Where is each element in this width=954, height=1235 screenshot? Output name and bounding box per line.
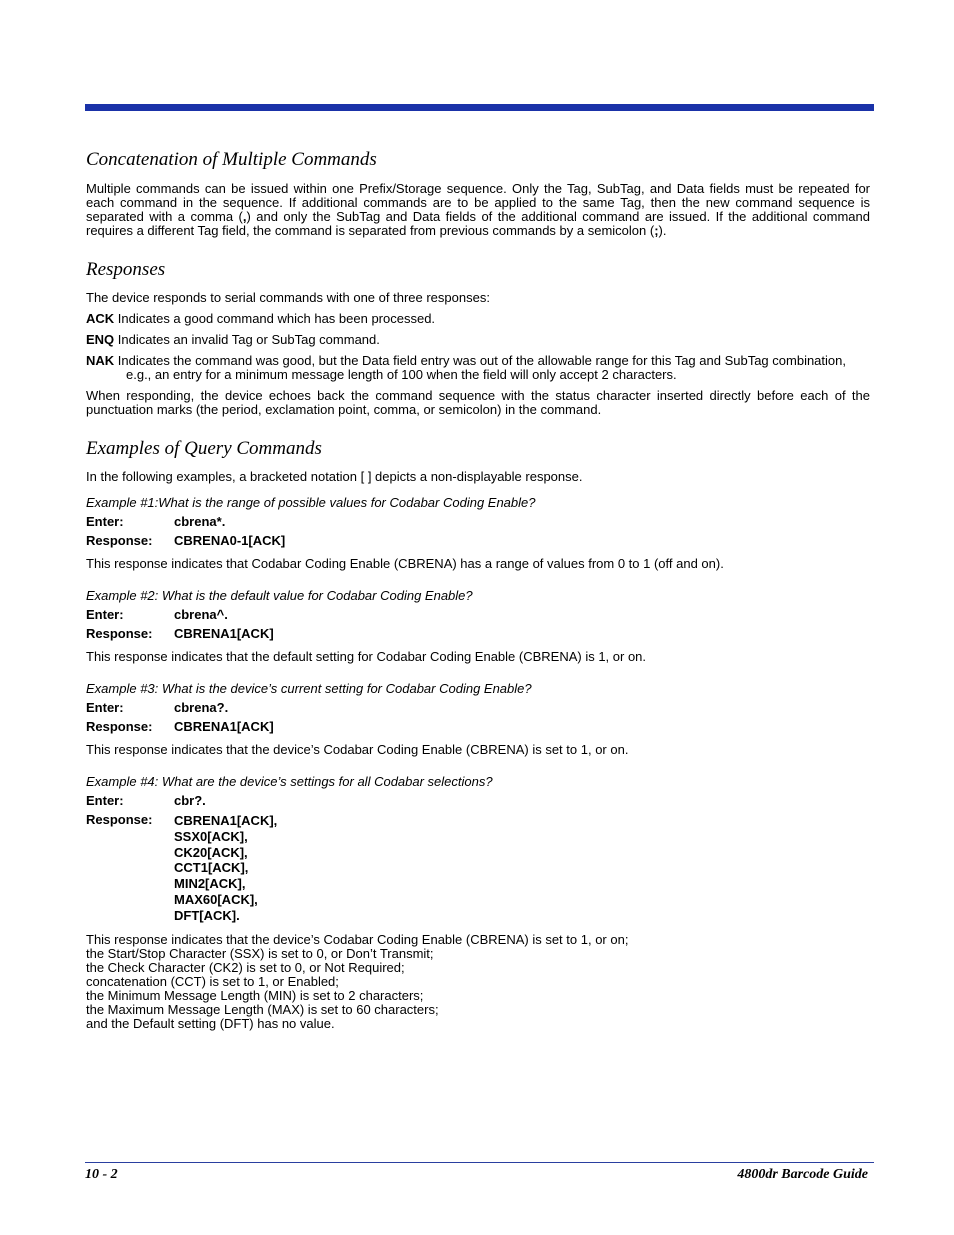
example-4-response-row (86, 813, 870, 924)
example-1-question: Example #1:What is the range of possible values for Codabar Coding Enable? (86, 495, 536, 510)
note-line: and the Default setting (DFT) has no value. (86, 1015, 335, 1031)
concat-text-b: ) and only the SubTag and Data fields of the additional command are issued. If the additional command requires a different Tag field, the command is separated from previous commands by a semicolon ( (86, 209, 870, 238)
example-3-response-row (86, 720, 870, 734)
response-enq (86, 333, 870, 347)
response-line: CCT1[ACK], (174, 860, 249, 876)
example-2-response: CBRENA1[ACK] (174, 626, 274, 641)
response-line: CK20[ACK], (174, 844, 248, 860)
example-3-enter: cbrena?. (174, 700, 229, 715)
example-2-response-row (86, 627, 870, 641)
response-line: MIN2[ACK], (174, 876, 246, 892)
footer-rule (85, 1162, 874, 1163)
response-nak (86, 354, 870, 382)
concat-paragraph (86, 182, 870, 238)
response-label: Response: (86, 812, 153, 827)
example-3-response: CBRENA1[ACK] (174, 719, 274, 734)
example-4-enter: cbr?. (174, 793, 206, 808)
enq-text: Indicates an invalid Tag or SubTag command. (114, 332, 380, 347)
nak-text: Indicates the command was good, but the Data field entry was out of the allowable range for this Tag and SubTag combination, e.g., an entry for a minimum message length of 100 when the field will only accept 2 characters. (114, 353, 846, 382)
enter-label: Enter: (86, 607, 124, 622)
response-label: Response: (86, 533, 153, 548)
document-title: 4800dr Barcode Guide (737, 1167, 868, 1182)
responses-closing: When responding, the device echoes back the command sequence with the status character inserted directly before each of the punctuation marks (the period, exclamation point, comma, or semicolon) in the command. (86, 388, 870, 417)
response-line: CBRENA1[ACK], (174, 813, 278, 828)
example-2-enter-row (86, 608, 870, 622)
example-4-response-list (174, 813, 277, 924)
response-label: Response: (86, 626, 153, 641)
example-3-question: Example #3: What is the device’s current setting for Codabar Coding Enable? (86, 681, 532, 696)
response-line: SSX0[ACK], (174, 828, 248, 844)
ack-text: Indicates a good command which has been processed. (114, 311, 436, 326)
example-3-enter-row (86, 701, 870, 715)
example-1-enter: cbrena*. (174, 514, 226, 529)
enq-term: ENQ (86, 332, 115, 347)
enter-label: Enter: (86, 700, 124, 715)
responses-heading: Responses (86, 259, 166, 280)
comma-symbol: , (242, 209, 247, 224)
semicolon-symbol: ; (654, 223, 659, 238)
page-content (86, 148, 870, 1031)
response-label: Response: (86, 719, 153, 734)
enter-label: Enter: (86, 514, 124, 529)
note-line: concatenation (CCT) is set to 1, or Enabled; (86, 973, 339, 989)
note-line: the Check Character (CK2) is set to 0, or Not Required; (86, 959, 405, 975)
header-rule (85, 104, 874, 111)
example-1-enter-row (86, 515, 870, 529)
example-1-response-row (86, 534, 870, 548)
concat-heading: Concatenation of Multiple Commands (86, 149, 377, 170)
example-1-note: This response indicates that Codabar Coding Enable (CBRENA) has a range of values from 0 to 1 (off and on). (86, 556, 724, 571)
example-1-response: CBRENA0-1[ACK] (174, 533, 286, 548)
example-3-note: This response indicates that the device’s Codabar Coding Enable (CBRENA) is set to 1, or on. (86, 742, 629, 757)
example-4-enter-row (86, 794, 870, 808)
note-line: the Minimum Message Length (MIN) is set to 2 characters; (86, 987, 424, 1003)
ack-term: ACK (86, 311, 115, 326)
response-ack (86, 312, 870, 326)
note-line: the Maximum Message Length (MAX) is set to 60 characters; (86, 1001, 439, 1017)
example-2-note: This response indicates that the default setting for Codabar Coding Enable (CBRENA) is 1, or on. (86, 649, 647, 664)
concat-text-c: ). (658, 223, 667, 238)
enter-label: Enter: (86, 793, 124, 808)
example-4-note (86, 933, 870, 1031)
note-line: This response indicates that the device’s Codabar Coding Enable (CBRENA) is set to 1, or on; (86, 931, 629, 947)
nak-term: NAK (86, 353, 115, 368)
example-2-question: Example #2: What is the default value for Codabar Coding Enable? (86, 588, 473, 603)
examples-intro: In the following examples, a bracketed notation [ ] depicts a non-displayable response. (86, 469, 583, 484)
examples-heading: Examples of Query Commands (86, 438, 322, 459)
responses-intro: The device responds to serial commands with one of three responses: (86, 290, 490, 305)
response-line: MAX60[ACK], (174, 891, 258, 907)
response-line: DFT[ACK]. (174, 907, 240, 923)
page-number: 10 - 2 (85, 1167, 118, 1182)
example-2-enter: cbrena^. (174, 607, 228, 622)
concat-text-a: Multiple commands can be issued within one Prefix/Storage sequence. Only the Tag, SubTag, and Data fields must be repeated for each command in the sequence. If additional commands are to be applied to the same Tag, then the new command sequence is separated with a comma ( (86, 181, 870, 224)
example-4-question: Example #4: What are the device’s settings for all Codabar selections? (86, 774, 493, 789)
note-line: the Start/Stop Character (SSX) is set to 0, or Don’t Transmit; (86, 945, 434, 961)
